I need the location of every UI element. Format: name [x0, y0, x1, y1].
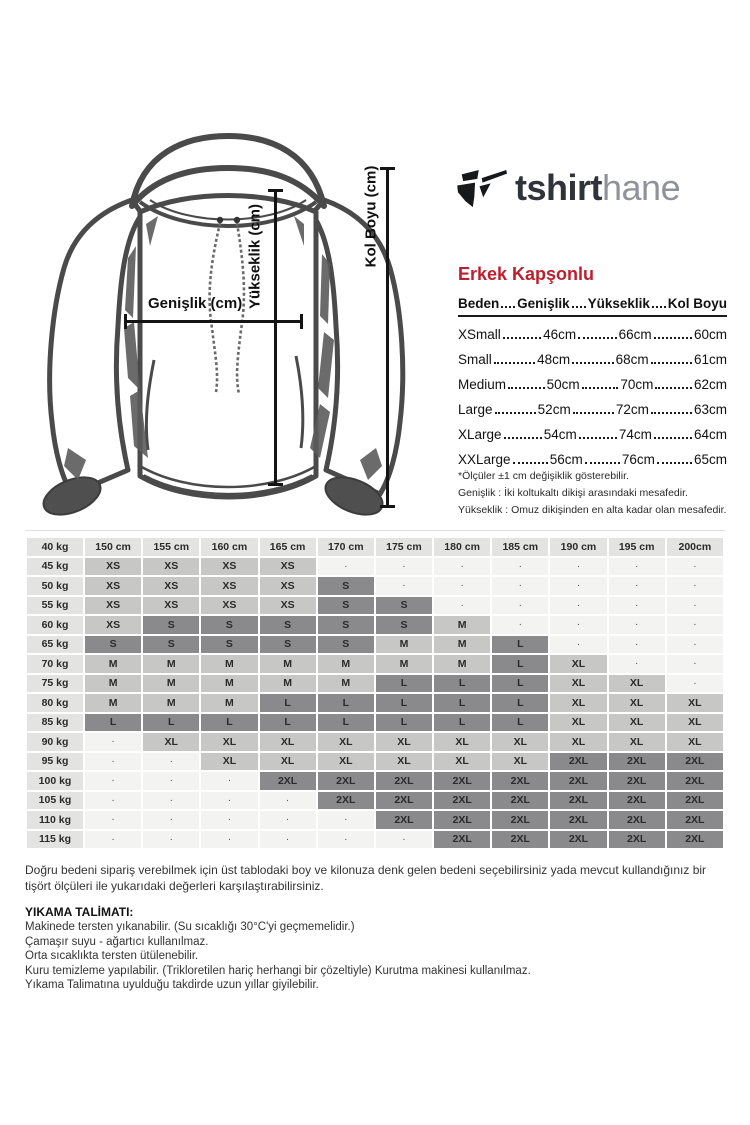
matrix-size-cell: · — [85, 831, 141, 849]
matrix-size-cell: S — [318, 597, 374, 615]
matrix-size-cell: 2XL — [609, 753, 665, 771]
matrix-size-cell: · — [376, 577, 432, 595]
matrix-size-cell: S — [260, 616, 316, 634]
dotted-leader — [494, 362, 535, 364]
dotted-leader — [651, 362, 692, 364]
matrix-row — [27, 577, 723, 595]
measurement-cell: Small — [458, 352, 492, 367]
matrix-size-cell: · — [667, 636, 723, 654]
matrix-row — [27, 694, 723, 712]
product-title: Erkek Kapşonlu — [458, 264, 595, 284]
measurement-cell: 48cm — [537, 352, 571, 367]
matrix-size-cell: · — [609, 597, 665, 615]
matrix-size-cell: L — [434, 675, 490, 693]
matrix-size-cell: · — [492, 616, 548, 634]
matrix-weight-cell: 80 kg — [27, 694, 83, 712]
measurement-header-row — [458, 296, 727, 317]
matrix-size-cell: XS — [143, 558, 199, 576]
matrix-size-cell: XL — [492, 753, 548, 771]
dotted-leader — [652, 306, 666, 308]
measurement-cell: 64cm — [694, 427, 728, 442]
matrix-size-cell: XL — [550, 655, 606, 673]
matrix-size-cell: L — [492, 714, 548, 732]
matrix-weight-cell: 55 kg — [27, 597, 83, 615]
matrix-column-header: 185 cm — [492, 538, 548, 556]
matrix-size-cell: · — [550, 636, 606, 654]
measurement-row — [458, 327, 727, 342]
matrix-size-cell: XL — [550, 694, 606, 712]
dotted-leader — [655, 387, 692, 389]
matrix-row — [27, 733, 723, 751]
matrix-weight-cell: 95 kg — [27, 753, 83, 771]
matrix-size-cell: · — [318, 558, 374, 576]
matrix-size-cell: 2XL — [667, 811, 723, 829]
matrix-size-cell: XS — [201, 577, 257, 595]
measurement-cell: XLarge — [458, 427, 502, 442]
matrix-weight-cell: 70 kg — [27, 655, 83, 673]
matrix-size-cell: M — [318, 675, 374, 693]
measurement-cell: 52cm — [537, 402, 571, 417]
dotted-leader — [513, 462, 548, 464]
matrix-size-cell: 2XL — [550, 792, 606, 810]
matrix-size-cell: · — [667, 655, 723, 673]
matrix-size-cell: 2XL — [550, 831, 606, 849]
measurement-cell: 63cm — [693, 402, 727, 417]
matrix-size-cell: M — [85, 655, 141, 673]
measurement-rows — [458, 327, 727, 467]
measurement-cell: 54cm — [543, 427, 577, 442]
measurement-header-cell: Yükseklik — [587, 296, 650, 311]
matrix-size-cell: M — [376, 636, 432, 654]
matrix-size-cell: 2XL — [492, 811, 548, 829]
matrix-corner-cell: 40 kg — [27, 538, 83, 556]
matrix-size-cell: · — [492, 597, 548, 615]
measurement-notes — [458, 468, 730, 519]
matrix-size-cell: XL — [376, 753, 432, 771]
matrix-column-header: 175 cm — [376, 538, 432, 556]
measurement-cell: XSmall — [458, 327, 501, 342]
matrix-weight-cell: 105 kg — [27, 792, 83, 810]
matrix-size-cell: L — [318, 714, 374, 732]
matrix-size-cell: · — [201, 772, 257, 790]
matrix-size-cell: XS — [201, 597, 257, 615]
matrix-size-cell: XS — [85, 597, 141, 615]
matrix-size-cell: XL — [318, 733, 374, 751]
measurement-row — [458, 402, 727, 417]
matrix-row — [27, 831, 723, 849]
matrix-size-cell: · — [609, 655, 665, 673]
matrix-size-cell: L — [492, 675, 548, 693]
matrix-row — [27, 636, 723, 654]
matrix-size-cell: · — [85, 772, 141, 790]
matrix-weight-cell: 50 kg — [27, 577, 83, 595]
matrix-weight-cell: 115 kg — [27, 831, 83, 849]
washing-instruction-line: Orta sıcaklıkta tersten ütülenebilir. — [25, 950, 199, 963]
matrix-size-cell: XS — [143, 597, 199, 615]
matrix-size-cell: S — [201, 616, 257, 634]
sleeve-dimension-label: Kol Boyu (cm) — [362, 165, 380, 268]
matrix-column-header: 195 cm — [609, 538, 665, 556]
matrix-size-cell: L — [492, 655, 548, 673]
matrix-size-cell: M — [434, 636, 490, 654]
measurement-cell: 50cm — [546, 377, 580, 392]
matrix-size-cell: 2XL — [376, 772, 432, 790]
matrix-size-cell: M — [434, 616, 490, 634]
matrix-size-cell: L — [318, 694, 374, 712]
matrix-size-cell: · — [434, 558, 490, 576]
matrix-size-cell: M — [434, 655, 490, 673]
matrix-size-cell: XL — [434, 733, 490, 751]
matrix-size-cell: 2XL — [318, 792, 374, 810]
matrix-weight-cell: 65 kg — [27, 636, 83, 654]
matrix-size-cell: · — [550, 558, 606, 576]
matrix-size-cell: · — [260, 831, 316, 849]
matrix-size-cell: S — [201, 636, 257, 654]
matrix-row — [27, 792, 723, 810]
height-dimension-line — [274, 189, 277, 486]
washing-instruction-line: Yıkama Talimatına uyulduğu takdirde uzun yıllar giyilebilir. — [25, 979, 319, 992]
matrix-size-cell: L — [434, 714, 490, 732]
dotted-leader — [651, 412, 692, 414]
matrix-row — [27, 714, 723, 732]
matrix-size-cell: 2XL — [667, 792, 723, 810]
washing-instructions-title: YIKAMA TALİMATI: — [25, 905, 134, 919]
matrix-size-cell: · — [143, 831, 199, 849]
hoodie-diagram — [28, 128, 430, 530]
matrix-size-cell: XL — [492, 733, 548, 751]
matrix-size-cell: · — [667, 597, 723, 615]
dotted-leader — [503, 337, 541, 339]
matrix-column-header: 170 cm — [318, 538, 374, 556]
matrix-size-cell: · — [550, 597, 606, 615]
matrix-size-cell: XS — [260, 558, 316, 576]
matrix-size-cell: · — [376, 558, 432, 576]
matrix-size-cell: 2XL — [376, 792, 432, 810]
matrix-size-cell: L — [143, 714, 199, 732]
matrix-size-cell: 2XL — [609, 792, 665, 810]
matrix-size-cell: 2XL — [550, 753, 606, 771]
matrix-size-cell: · — [85, 733, 141, 751]
matrix-size-cell: · — [201, 792, 257, 810]
brand-wordmark — [515, 167, 680, 209]
matrix-column-header: 190 cm — [550, 538, 606, 556]
measurement-cell: 62cm — [693, 377, 727, 392]
measurement-header-cell: Beden — [458, 296, 500, 311]
matrix-size-cell: · — [260, 792, 316, 810]
matrix-size-cell: 2XL — [492, 792, 548, 810]
matrix-size-cell: L — [434, 694, 490, 712]
matrix-size-cell: · — [667, 577, 723, 595]
matrix-size-cell: · — [667, 675, 723, 693]
matrix-size-cell: 2XL — [260, 772, 316, 790]
matrix-size-cell: · — [550, 577, 606, 595]
matrix-size-cell: M — [85, 675, 141, 693]
measurement-header-cell: Genişlik — [517, 296, 570, 311]
matrix-size-cell: · — [85, 753, 141, 771]
matrix-size-cell: L — [492, 694, 548, 712]
matrix-size-cell: XS — [85, 577, 141, 595]
matrix-size-cell: XL — [318, 753, 374, 771]
matrix-size-cell: · — [667, 558, 723, 576]
matrix-row — [27, 753, 723, 771]
matrix-size-cell: L — [376, 714, 432, 732]
matrix-size-cell: 2XL — [434, 811, 490, 829]
measurement-cell: 68cm — [615, 352, 649, 367]
measurement-cell: Medium — [458, 377, 507, 392]
matrix-size-cell: S — [143, 616, 199, 634]
matrix-header-row — [27, 538, 723, 556]
matrix-row — [27, 558, 723, 576]
measurement-cell: 56cm — [549, 452, 583, 467]
matrix-size-cell: · — [260, 811, 316, 829]
matrix-size-cell: S — [318, 616, 374, 634]
matrix-size-cell: · — [434, 577, 490, 595]
matrix-size-cell: 2XL — [550, 811, 606, 829]
matrix-size-cell: L — [201, 714, 257, 732]
matrix-size-cell: XL — [609, 675, 665, 693]
dotted-leader — [504, 437, 542, 439]
measurement-cell: 61cm — [693, 352, 727, 367]
matrix-size-cell: XS — [260, 577, 316, 595]
matrix-size-cell: XL — [201, 753, 257, 771]
matrix-size-cell: S — [376, 597, 432, 615]
matrix-size-cell: · — [492, 577, 548, 595]
matrix-size-cell: M — [201, 675, 257, 693]
measurement-cell: 60cm — [693, 327, 727, 342]
matrix-weight-cell: 75 kg — [27, 675, 83, 693]
measurement-row — [458, 452, 727, 467]
matrix-size-cell: · — [492, 558, 548, 576]
measurement-cell: XXLarge — [458, 452, 511, 467]
matrix-size-cell: · — [667, 616, 723, 634]
matrix-size-cell: S — [85, 636, 141, 654]
matrix-size-cell: M — [201, 694, 257, 712]
matrix-size-cell: · — [85, 792, 141, 810]
matrix-row — [27, 655, 723, 673]
matrix-size-cell: 2XL — [609, 831, 665, 849]
matrix-size-cell: S — [260, 636, 316, 654]
matrix-size-cell: XL — [667, 714, 723, 732]
measurement-row — [458, 427, 727, 442]
dotted-leader — [508, 387, 545, 389]
matrix-size-cell: L — [376, 675, 432, 693]
matrix-size-cell: 2XL — [492, 831, 548, 849]
matrix-size-cell: 2XL — [609, 811, 665, 829]
matrix-column-header: 150 cm — [85, 538, 141, 556]
matrix-size-cell: XL — [201, 733, 257, 751]
matrix-size-cell: XL — [260, 733, 316, 751]
measurement-cell: 65cm — [694, 452, 728, 467]
matrix-size-cell: XS — [85, 616, 141, 634]
measurement-cell: 66cm — [618, 327, 652, 342]
matrix-size-cell: XL — [143, 733, 199, 751]
matrix-size-cell: M — [143, 655, 199, 673]
matrix-size-cell: 2XL — [434, 792, 490, 810]
matrix-size-cell: L — [492, 636, 548, 654]
matrix-column-header: 180 cm — [434, 538, 490, 556]
dotted-leader — [501, 306, 515, 308]
matrix-size-cell: XL — [550, 675, 606, 693]
width-dimension-label: Genişlik (cm) — [148, 295, 243, 312]
dotted-leader — [654, 437, 692, 439]
matrix-size-cell: 2XL — [667, 753, 723, 771]
measurement-table — [458, 296, 727, 467]
matrix-row — [27, 772, 723, 790]
matrix-size-cell: XL — [609, 694, 665, 712]
matrix-row — [27, 675, 723, 693]
matrix-size-cell: XL — [667, 733, 723, 751]
measurement-note: Yükseklik : Omuz dikişinden en alta kadar olan mesafedir. — [458, 504, 727, 516]
dotted-leader — [657, 462, 692, 464]
matrix-size-cell: XL — [609, 733, 665, 751]
matrix-size-cell: M — [143, 694, 199, 712]
matrix-size-cell: · — [550, 616, 606, 634]
matrix-weight-cell: 85 kg — [27, 714, 83, 732]
dotted-leader — [585, 462, 620, 464]
size-matrix-table — [25, 536, 725, 850]
dotted-leader — [582, 387, 619, 389]
matrix-size-cell: XS — [201, 558, 257, 576]
matrix-size-cell: · — [376, 831, 432, 849]
dotted-leader — [654, 337, 692, 339]
sleeve-dimension-line — [386, 167, 389, 508]
measurement-cell: 70cm — [620, 377, 654, 392]
matrix-weight-cell: 60 kg — [27, 616, 83, 634]
dotted-leader — [572, 306, 586, 308]
matrix-size-cell: L — [85, 714, 141, 732]
matrix-size-cell: M — [201, 655, 257, 673]
dotted-leader — [495, 412, 536, 414]
matrix-size-cell: 2XL — [667, 772, 723, 790]
measurement-header-cell: Kol Boyu — [667, 296, 728, 311]
matrix-size-cell: XL — [434, 753, 490, 771]
tshirthane-logo-icon — [455, 163, 507, 217]
matrix-column-header: 160 cm — [201, 538, 257, 556]
dotted-leader — [578, 337, 616, 339]
measurement-row — [458, 352, 727, 367]
matrix-size-cell: L — [260, 694, 316, 712]
matrix-size-cell: · — [609, 636, 665, 654]
sizing-help-paragraph: Doğru bedeni sipariş verebilmek için üst tablodaki boy ve kilonuza denk gelen bedeni seçebilirsiniz yada mevcut kullandığınız bir tişört ölçüleri ile yukarıdaki değerleri karşılaştırabilirsiniz. — [25, 863, 707, 893]
measurement-cell: 46cm — [543, 327, 577, 342]
matrix-size-cell: XL — [609, 714, 665, 732]
matrix-size-cell: S — [318, 577, 374, 595]
matrix-row — [27, 616, 723, 634]
washing-instructions-list — [25, 920, 729, 993]
matrix-size-cell: · — [609, 558, 665, 576]
dotted-leader — [579, 437, 617, 439]
matrix-size-cell: M — [85, 694, 141, 712]
matrix-size-cell: XS — [85, 558, 141, 576]
matrix-size-cell: L — [260, 714, 316, 732]
matrix-size-cell: · — [143, 792, 199, 810]
matrix-column-header: 165 cm — [260, 538, 316, 556]
matrix-size-cell: · — [143, 772, 199, 790]
matrix-size-cell: 2XL — [609, 772, 665, 790]
matrix-size-cell: M — [260, 675, 316, 693]
measurement-cell: Large — [458, 402, 493, 417]
brand-logo — [455, 163, 680, 217]
brand-wordmark-light: hane — [602, 167, 681, 208]
matrix-size-cell: XL — [667, 694, 723, 712]
matrix-size-cell: M — [318, 655, 374, 673]
matrix-size-cell: 2XL — [667, 831, 723, 849]
matrix-size-cell: · — [434, 597, 490, 615]
matrix-size-cell: · — [201, 811, 257, 829]
brand-wordmark-bold: tshirt — [515, 167, 602, 208]
matrix-size-cell: · — [609, 577, 665, 595]
matrix-size-cell: S — [143, 636, 199, 654]
matrix-size-cell: XL — [376, 733, 432, 751]
matrix-size-cell: · — [143, 753, 199, 771]
washing-instruction-line: Makinede tersten yıkanabilir. (Su sıcaklığı 30°C'yi geçmemelidir.) — [25, 921, 355, 933]
measurement-cell: 72cm — [615, 402, 649, 417]
matrix-size-cell: · — [201, 831, 257, 849]
matrix-size-cell: XL — [550, 714, 606, 732]
matrix-size-cell: 2XL — [492, 772, 548, 790]
measurement-cell: 76cm — [621, 452, 655, 467]
matrix-column-header: 155 cm — [143, 538, 199, 556]
matrix-size-cell: · — [85, 811, 141, 829]
measurement-note: Genişlik : İki koltukaltı dikişi arasındaki mesafedir. — [458, 487, 688, 499]
matrix-size-cell: XL — [260, 753, 316, 771]
matrix-size-cell: · — [609, 616, 665, 634]
dotted-leader — [572, 362, 613, 364]
matrix-size-cell: · — [318, 811, 374, 829]
matrix-top-divider — [25, 530, 725, 531]
matrix-size-cell: 2XL — [318, 772, 374, 790]
matrix-weight-cell: 110 kg — [27, 811, 83, 829]
measurement-row — [458, 377, 727, 392]
matrix-size-cell: · — [143, 811, 199, 829]
matrix-weight-cell: 100 kg — [27, 772, 83, 790]
washing-instruction-line: Kuru temizleme yapılabilir. (Trikloretilen hariç herhangi bir çözeltiyle) Kurutma makinesi kullanılmaz. — [25, 964, 531, 977]
matrix-size-cell: 2XL — [434, 772, 490, 790]
height-dimension-label: Yükseklik (cm) — [246, 203, 264, 310]
matrix-row — [27, 811, 723, 829]
matrix-column-header: 200cm — [667, 538, 723, 556]
matrix-weight-cell: 45 kg — [27, 558, 83, 576]
washing-instruction-line: Çamaşır suyu - ağartıcı kullanılmaz. — [25, 935, 209, 948]
matrix-size-cell: 2XL — [550, 772, 606, 790]
matrix-size-cell: XL — [550, 733, 606, 751]
matrix-size-cell: XS — [260, 597, 316, 615]
matrix-size-cell: · — [318, 831, 374, 849]
matrix-size-cell: 2XL — [434, 831, 490, 849]
matrix-size-cell: XS — [143, 577, 199, 595]
measurement-cell: 74cm — [618, 427, 652, 442]
dotted-leader — [573, 412, 614, 414]
matrix-size-cell: M — [376, 655, 432, 673]
matrix-size-cell: S — [376, 616, 432, 634]
matrix-weight-cell: 90 kg — [27, 733, 83, 751]
matrix-size-cell: M — [143, 675, 199, 693]
matrix-size-cell: 2XL — [376, 811, 432, 829]
measurement-note: *Ölçüler ±1 cm değişiklik gösterebilir. — [458, 470, 629, 482]
matrix-size-cell: M — [260, 655, 316, 673]
matrix-size-cell: L — [376, 694, 432, 712]
matrix-size-cell: S — [318, 636, 374, 654]
matrix-row — [27, 597, 723, 615]
